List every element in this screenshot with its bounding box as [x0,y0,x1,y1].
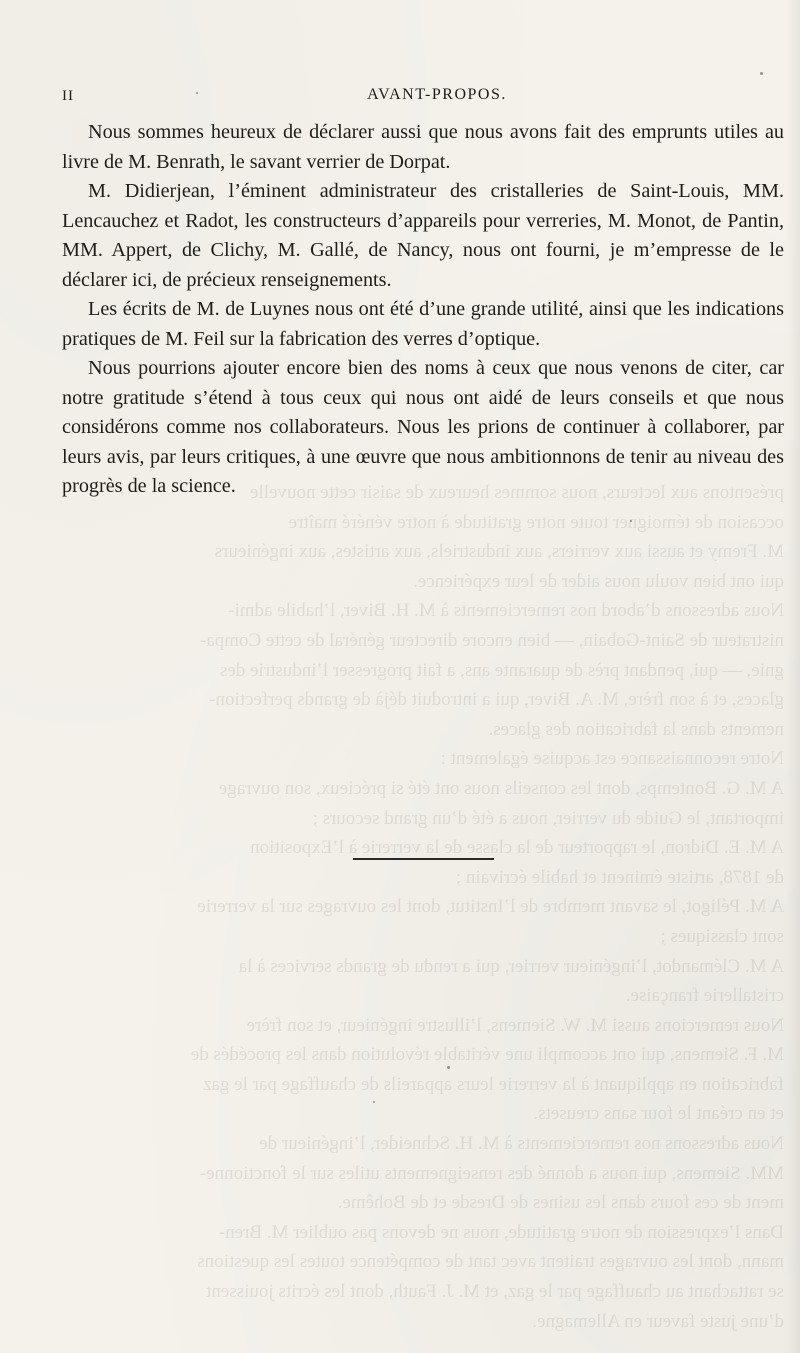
paper-speck [760,72,763,75]
section-divider [353,858,494,860]
page-edge-shadow [786,0,800,1353]
paper-speck [630,520,632,522]
page-number: II [62,88,74,104]
paragraph: Les écrits de M. de Luynes nous ont été d’une grande utilité, ainsi que les indications pratiques de M. Feil sur la fabrication des verres d’optique. [62,298,784,350]
paragraph: M. Didierjean, l’éminent administrateur des cristalleries de Saint-Louis, MM. Lencauchez et Radot, les constructeurs d’appareils pour verreries, M. Monot, de Pantin, MM. Appert, de Clichy, M. Gallé, de Nancy, nous ont fourni, je m’empresse de le déclarer ici, de précieux renseignements. [62,180,784,291]
paragraph: Nous sommes heureux de déclarer aussi que nous avons fait des emprunts utiles au livre de M. Benrath, le savant verrier de Dorpat. [62,121,784,173]
paper-speck [447,1066,450,1069]
body-text [62,118,784,502]
page-header [62,86,782,112]
running-head: AVANT-PROPOS. [367,86,507,103]
paragraph: Nous pourrions ajouter encore bien des noms à ceux que nous venons de citer, car notre gratitude s’étend à tous ceux qui nous ont aidé de leurs conseils et que nous considérons comme nos collaborateurs. Nous les prions de continuer à collaborer, par leurs avis, par leurs critiques, à une œuvre que nous ambitionnons de tenir au niveau des progrès de la science. [62,357,784,497]
show-through-text: présentons aux lecteurs, nous sommes heureux de saisir cette nouvelle occasion de témoigner toute notre gratitude à notre vénéré maître M. Fremy et aussi aux verriers, aux industriels, aux artistes, aux ingénieurs qui ont bien voulu nous aider de leur expérience. Nous adressons d’abord nos remerciements à M. H. Biver, l’habile admi- nistrateur de Saint-Gobain, — bien encore directeur général de cette Compa- gnie, — qui, pendant près de quarante ans, a fait progresser l’industrie des glaces, et à son frère, M. A. Biver, qui a introduit déjà de grands perfection- nements dans la fabrication des glaces. Notre reconnaissance est acquise également : A M. G. Bontemps, dont les conseils nous ont été si précieux, son ouvrage important, le Guide du verrier, nous a été d’un grand secours ; A M. E. Didron, le rapporteur de la classe de la verrerie à l’Exposition de 1878, artiste éminent et habile écrivain ; A M. Péligot, le savant membre de l’Institut, dont les ouvrages sur la verrerie sont classiques ; A M. Clémandot, l’ingénieur verrier, qui a rendu de grands services à la cristallerie française. Nous remercions aussi M. W. Siemens, l’illustre ingénieur, et son frère M. F. Siemens, qui ont accompli une véritable révolution dans les procédés de fabrication en appliquant à la verrerie leurs appareils de chauffage par le gaz et en créant le four sans creusets. Nous adressons nos remerciements à M. H. Schneider, l’ingénieur de MM. Siemens, qui nous a donné des renseignements utiles sur le fonctionne- ment de ces fours dans les usines de Dresde et de Bohême. Dans l’expression de notre gratitude, nous ne devons pas oublier M. Bren- mann, dont les ouvrages traitent avec tant de compétence toutes les questions se rattachant au chauffage par le gaz, et M. J. Fauth, dont les écrits jouissent d’une juste faveur en Allemagne. [190,482,784,1332]
paper-speck [196,92,198,94]
paper-speck [373,1101,375,1103]
